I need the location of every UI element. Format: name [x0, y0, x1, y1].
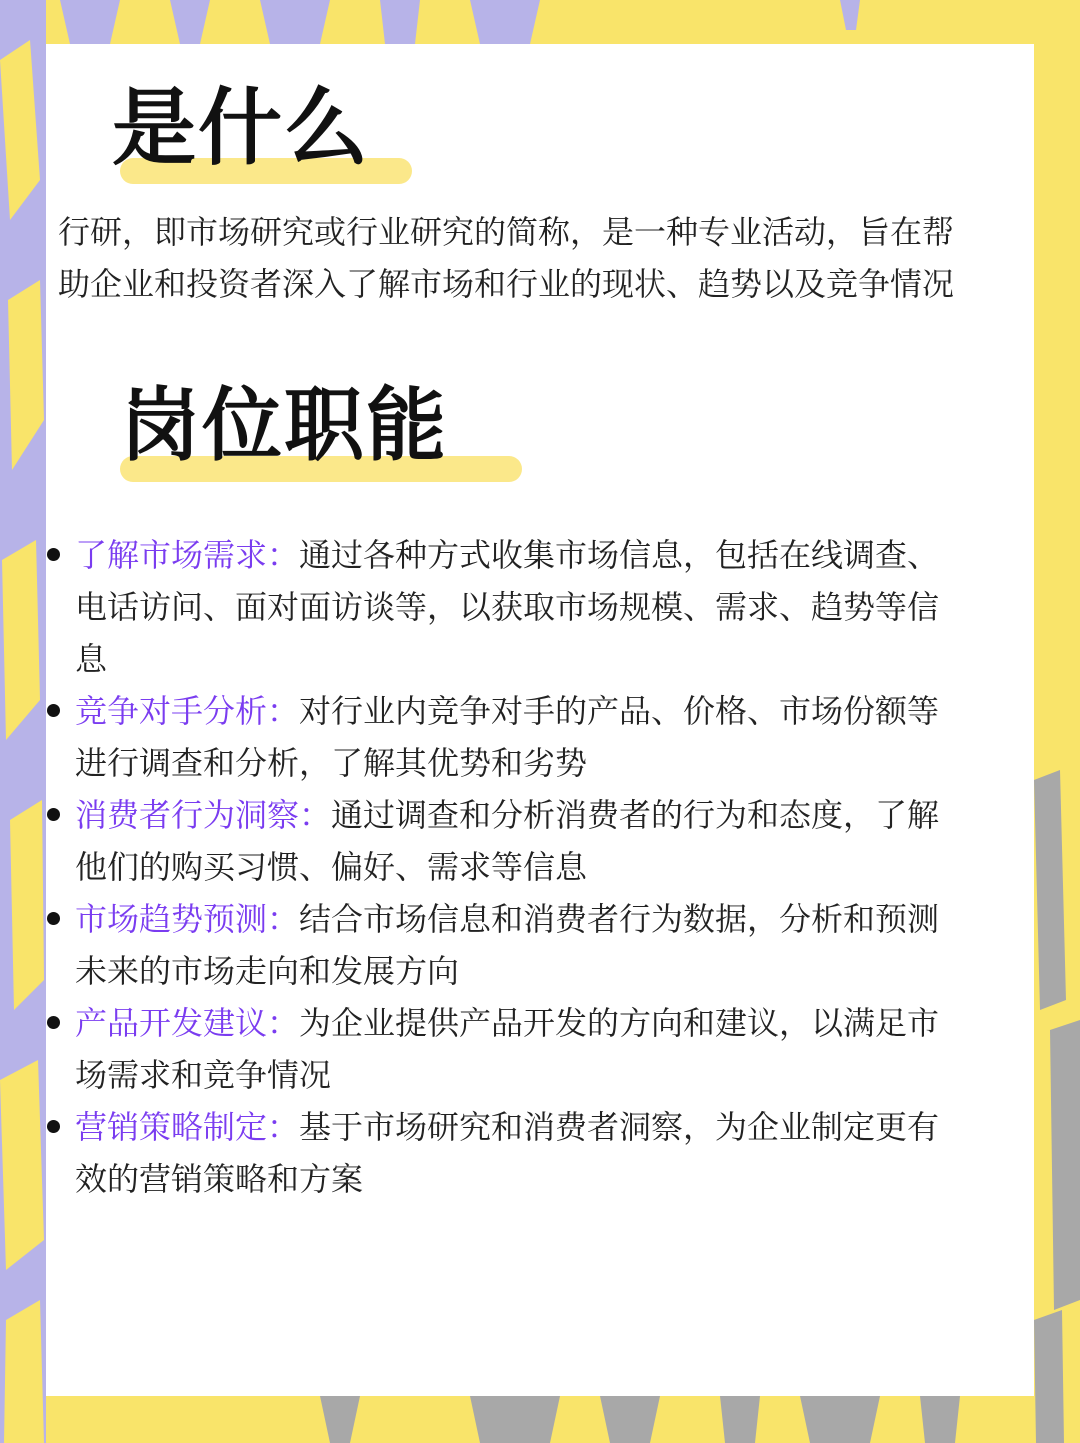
section-heading-duties: 岗位职能 [120, 379, 448, 472]
duties-list [75, 529, 955, 1205]
list-item [75, 789, 955, 893]
bullet-icon [47, 1120, 60, 1133]
bullet-icon [47, 1016, 60, 1029]
bullet-icon [47, 808, 60, 821]
bullet-icon [47, 912, 60, 925]
list-item [75, 1101, 955, 1205]
duty-title: 营销策略制定： [75, 1108, 300, 1146]
duty-text: 结合市场信息和消费者行为数据，分析和预测未来的市场走向和发展方向 [75, 900, 940, 990]
duty-text: 通过各种方式收集市场信息，包括在线调查、电话访问、面对面访谈等，以获取市场规模、需求、趋势等信息 [75, 536, 940, 678]
duty-text: 对行业内竞争对手的产品、价格、市场份额等进行调查和分析，了解其优势和劣势 [75, 692, 940, 782]
duty-text: 通过调查和分析消费者的行为和态度，了解他们的购买习惯、偏好、需求等信息 [75, 796, 940, 886]
duty-title: 竞争对手分析： [75, 692, 300, 730]
list-item [75, 893, 955, 997]
bullet-icon [47, 548, 60, 561]
duty-title: 消费者行为洞察： [75, 796, 332, 834]
duty-text: 为企业提供产品开发的方向和建议，以满足市场需求和竞争情况 [75, 1004, 940, 1094]
duty-title: 了解市场需求： [75, 536, 300, 574]
duty-title: 市场趋势预测： [75, 900, 300, 938]
duty-title: 产品开发建议： [75, 1004, 300, 1042]
section-heading-what: 是什么 [112, 79, 371, 177]
bullet-icon [47, 704, 60, 717]
duty-text: 基于市场研究和消费者洞察，为企业制定更有效的营销策略和方案 [75, 1108, 940, 1198]
list-item [75, 685, 955, 789]
intro-paragraph: 行研，即市场研究或行业研究的简称，是一种专业活动，旨在帮助企业和投资者深入了解市场和行业的现状、趋势以及竞争情况 [58, 213, 955, 303]
list-item [75, 997, 955, 1101]
list-item [75, 529, 955, 685]
